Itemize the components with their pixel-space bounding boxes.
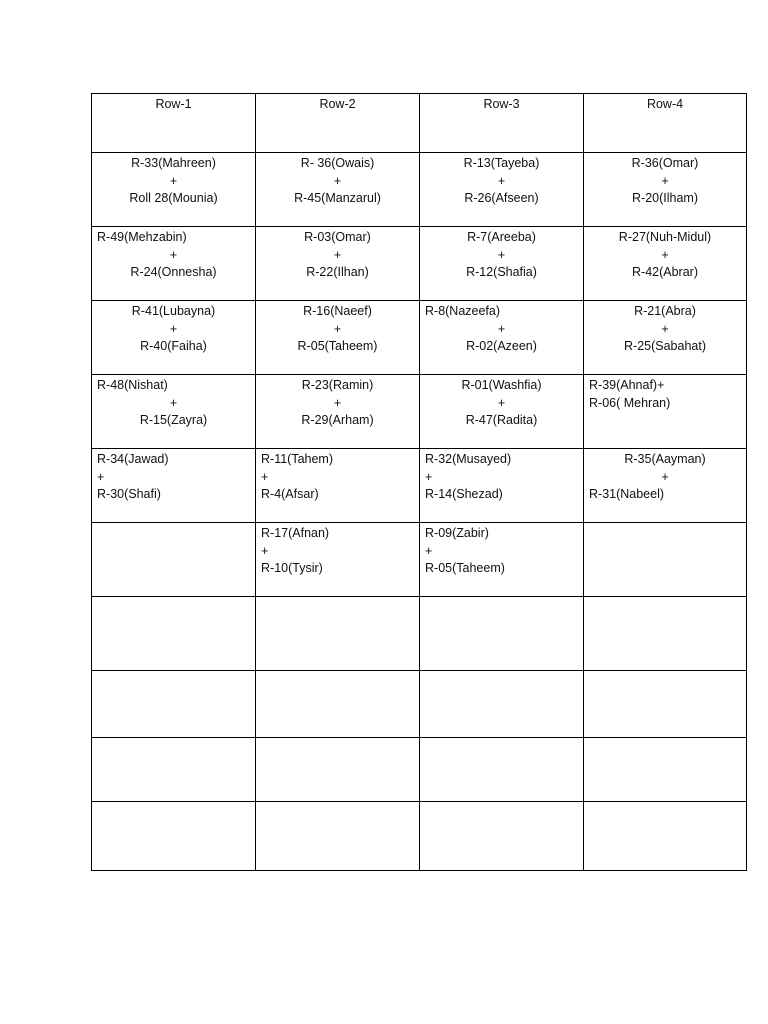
header-label: Row-2 (319, 97, 356, 111)
seat-entry: R- 36(Owais) (300, 156, 375, 170)
table-cell-empty (92, 597, 256, 671)
seat-entry: R-33(Mahreen) (131, 156, 216, 170)
seat-entry: R-31(Nabeel) (589, 487, 665, 501)
table-row (92, 153, 747, 227)
table-row (92, 301, 747, 375)
table-cell-empty (420, 738, 584, 802)
header-cell-row-2 (256, 94, 420, 153)
table-cell (584, 375, 747, 449)
seat-entry: R-14(Shezad) (425, 487, 503, 501)
table-cell (92, 227, 256, 301)
table-row-empty (92, 738, 747, 802)
seat-entry: R-05(Taheem) (297, 339, 378, 353)
seat-entry: R-7(Areeba) (467, 230, 536, 244)
seat-entry: R-34(Jawad) (97, 452, 169, 466)
seat-entry: R-48(Nishat) (97, 378, 168, 392)
table-cell (256, 523, 420, 597)
plus-sign: + (333, 395, 342, 410)
seat-entry: R-29(Arham) (301, 413, 374, 427)
header-label: Row-1 (155, 97, 192, 111)
header-cell-row-4 (584, 94, 747, 153)
seat-entry: R-01(Washfia) (461, 378, 542, 392)
plus-sign: + (425, 543, 433, 558)
table-cell (256, 153, 420, 227)
seat-entry: R-23(Ramin) (301, 378, 374, 392)
table-cell-empty (92, 802, 256, 871)
table-cell-empty (92, 671, 256, 738)
seat-entry: R-03(Omar) (304, 230, 371, 244)
table-cell (92, 301, 256, 375)
table-cell (420, 227, 584, 301)
seat-entry: R-8(Nazeefa) (425, 304, 501, 318)
table-cell (92, 375, 256, 449)
table-cell (584, 153, 747, 227)
table-row (92, 227, 747, 301)
table-cell-empty (92, 738, 256, 802)
header-label: Row-4 (646, 97, 684, 111)
table-cell-empty (420, 597, 584, 671)
plus-sign: + (497, 321, 506, 336)
seat-entry: R-12(Shafia) (466, 265, 537, 279)
table-cell (420, 523, 584, 597)
seat-entry: R-24(Onnesha) (130, 265, 217, 279)
seat-entry: R-21(Abra) (634, 304, 696, 318)
table-cell (584, 301, 747, 375)
seat-entry: Roll 28(Mounia) (129, 191, 218, 205)
table-row-empty (92, 597, 747, 671)
plus-sign: + (661, 247, 669, 262)
table-row-empty (92, 802, 747, 871)
seat-entry: R-25(Sabahat) (624, 339, 706, 353)
seat-entry: R-13(Tayeba) (463, 156, 540, 170)
plus-sign: + (425, 469, 433, 484)
table-cell (256, 375, 420, 449)
seat-entry: R-47(Radita) (465, 413, 538, 427)
table-cell-empty (420, 802, 584, 871)
seat-entry: R-27(Nuh-Midul) (618, 230, 712, 244)
seat-entry: R-26(Afseen) (464, 191, 539, 205)
plus-sign: + (333, 247, 342, 262)
plus-sign: + (497, 173, 506, 188)
seat-entry: R-49(Mehzabin) (97, 230, 187, 244)
plus-sign: + (661, 173, 669, 188)
seat-entry: R-30(Shafi) (97, 487, 161, 501)
table-cell-empty (256, 671, 420, 738)
seat-entry: R-05(Taheem) (425, 561, 505, 575)
plus-sign: + (97, 469, 105, 484)
header-cell-row-1 (92, 94, 256, 153)
table-cell (420, 153, 584, 227)
header-label: Row-3 (483, 97, 520, 111)
plus-sign: + (261, 543, 269, 558)
table-cell (92, 153, 256, 227)
seat-entry: R-17(Afnan) (261, 526, 330, 540)
table-cell-empty (584, 738, 747, 802)
plus-sign: + (497, 395, 506, 410)
seat-entry: R-09(Zabir) (425, 526, 489, 540)
table-cell (256, 301, 420, 375)
plus-sign: + (169, 247, 178, 262)
table-cell (420, 449, 584, 523)
seat-entry: R-32(Musayed) (425, 452, 512, 466)
table-cell-empty (584, 802, 747, 871)
table-cell-empty (256, 738, 420, 802)
table-cell-empty (584, 597, 747, 671)
table-cell (420, 375, 584, 449)
table-cell-empty (420, 671, 584, 738)
table-cell (92, 449, 256, 523)
table-row (92, 523, 747, 597)
seat-entry: R-42(Abrar) (632, 265, 698, 279)
seat-entry: R-22(Ilhan) (306, 265, 369, 279)
plus-sign: + (333, 173, 342, 188)
seat-entry: R-11(Tahem) (261, 452, 334, 466)
seat-entry: R-4(Afsar) (261, 487, 319, 501)
table-row (92, 449, 747, 523)
seat-entry: R-15(Zayra) (139, 413, 208, 427)
plus-sign: + (661, 469, 669, 484)
table-cell-empty (584, 523, 747, 597)
plus-sign: + (333, 321, 342, 336)
table-cell (584, 449, 747, 523)
header-row (92, 94, 747, 153)
seating-table (91, 93, 747, 871)
seat-entry: R-41(Lubayna) (131, 304, 216, 318)
plus-sign: + (497, 247, 506, 262)
plus-sign: + (169, 321, 178, 336)
header-cell-row-3 (420, 94, 584, 153)
table-cell-empty (92, 523, 256, 597)
table-row-empty (92, 671, 747, 738)
table-row (92, 375, 747, 449)
table-cell (420, 301, 584, 375)
table-cell-empty (584, 671, 747, 738)
seat-entry: R-02(Azeen) (466, 339, 537, 353)
seat-entry: R-10(Tysir) (261, 561, 323, 575)
seat-entry: R-36(Omar) (631, 156, 699, 170)
table-cell-empty (256, 597, 420, 671)
table-cell (256, 449, 420, 523)
plus-sign: + (169, 173, 178, 188)
seat-entry: R-45(Manzarul) (294, 191, 381, 205)
table-cell-empty (256, 802, 420, 871)
plus-sign: + (661, 321, 669, 336)
plus-sign: + (261, 469, 269, 484)
seat-entry: R-06( Mehran) (589, 395, 671, 410)
seat-entry: R-35(Aayman) (624, 452, 706, 466)
seat-entry: R-20(Ilham) (632, 191, 698, 205)
table-cell (256, 227, 420, 301)
seat-entry: R-16(Naeef) (303, 304, 372, 318)
seat-entry: R-39(Ahnaf)+ (589, 378, 665, 392)
table-cell (584, 227, 747, 301)
plus-sign: + (169, 395, 178, 410)
seat-entry: R-40(Faiha) (140, 339, 207, 353)
